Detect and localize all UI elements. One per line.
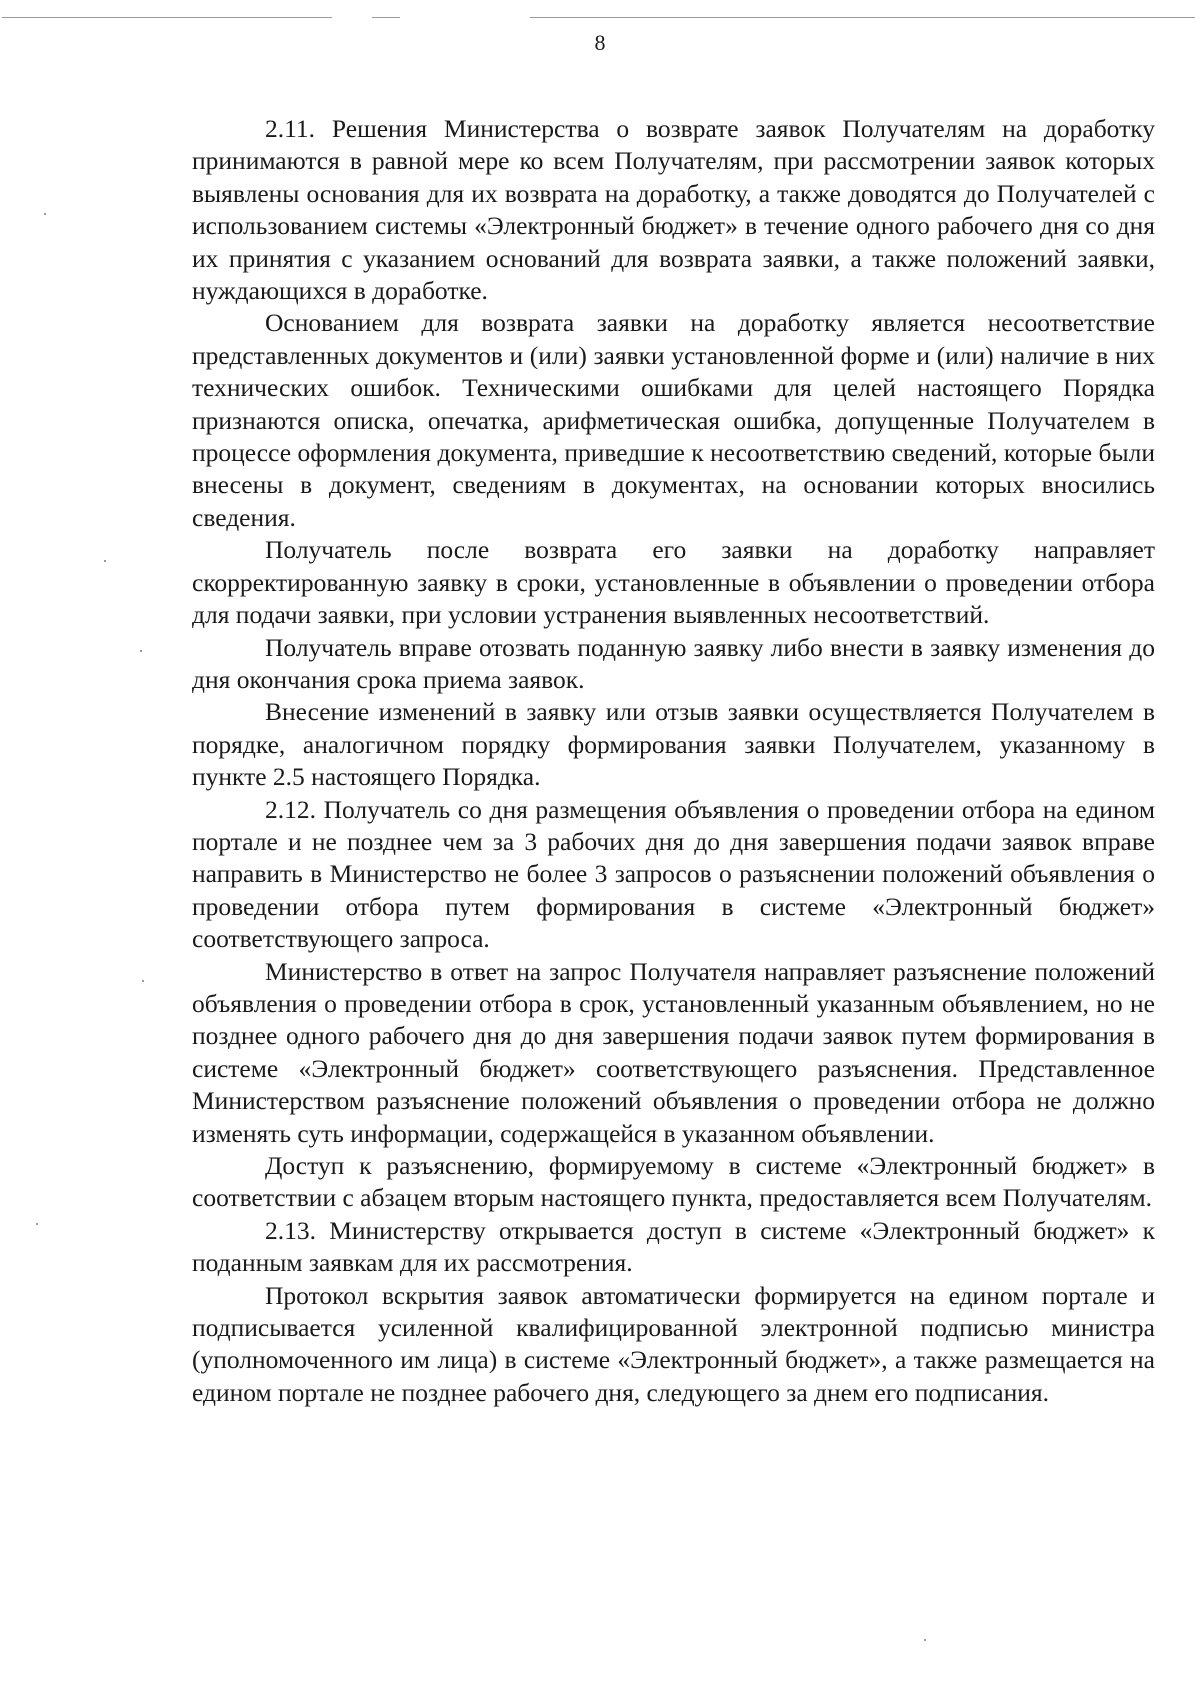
scan-speck bbox=[924, 1639, 926, 1641]
scan-speck bbox=[142, 980, 144, 982]
scan-speck bbox=[140, 650, 142, 652]
paragraph-clarification: Министерство в ответ на запрос Получателя направляет разъяснение положений объявления о проведении отбора в срок, установленный указанным объявлением, но не позднее одного рабочего дня до дня завершения подачи заявок путем формирования в системе «Электронный бюджет» соответствующего разъяснения. Представленное Министерством разъяснение положений объявления о проведении отбора не должно изменять суть информации, содержащейся в указанном объявлении. bbox=[192, 956, 1155, 1148]
paragraph-withdrawal: Получатель вправе отозвать поданную заявку либо внести в заявку изменения до дня окончания срока приема заявок. bbox=[192, 632, 1155, 694]
scan-edge-right bbox=[530, 17, 1195, 18]
paragraph-changes: Внесение изменений в заявку или отзыв заявки осуществляется Получателем в порядке, аналогичном порядку формирования заявки Получателем, указанному в пункте 2.5 настоящего Порядка. bbox=[192, 697, 1155, 792]
scan-edge-middle bbox=[372, 17, 400, 18]
scan-speck bbox=[36, 1223, 38, 1225]
paragraph-2-13: 2.13. Министерству открывается доступ в системе «Электронный бюджет» к поданным заявкам для их рассмотрения. bbox=[192, 1215, 1155, 1278]
body-text bbox=[192, 113, 1155, 1409]
scan-speck bbox=[104, 560, 106, 562]
paragraph-protocol: Протокол вскрытия заявок автоматически формируется на едином портале и подписывается усиленной квалифицированной электронной подписью министра (уполномоченного им лица) в системе «Электронный бюджет», а также размещается на едином портале не позднее рабочего дня, следующего за днем его подписания. bbox=[192, 1280, 1155, 1407]
paragraph-2-12: 2.12. Получатель со дня размещения объявления о проведении отбора на едином портале и не позднее чем за 3 рабочих дня до дня завершения подачи заявок вправе направить в Министерство не более 3 запросов о разъяснении положений объявления о проведении отбора путем формирования в системе «Электронный бюджет» соответствующего запроса. bbox=[192, 794, 1155, 954]
scan-edge-left bbox=[2, 17, 332, 18]
scan-speck bbox=[44, 213, 46, 215]
paragraph-resubmission: Получатель после возврата его заявки на доработку направляет скорректированную заявку в сроки, установленные в объявлении о проведении отбора для подачи заявки, при условии устранения выявленных несоответствий. bbox=[192, 535, 1155, 630]
paragraph-2-11: 2.11. Решения Министерства о возврате заявок Получателям на доработку принимаются в равной мере ко всем Получателям, при рассмотрении заявок которых выявлены основания для их возврата на доработку, а также доводятся до Получателей с использованием системы «Электронный бюджет» в течение одного рабочего дня со дня их принятия с указанием оснований для возврата заявки, а также положений заявки, нуждающихся в доработке. bbox=[192, 114, 1155, 306]
page-number: 8 bbox=[594, 30, 606, 55]
paragraph-access: Доступ к разъяснению, формируемому в системе «Электронный бюджет» в соответствии с абзацем вторым настоящего пункта, предоставляется всем Получателям. bbox=[192, 1151, 1155, 1213]
paragraph-return-grounds: Основанием для возврата заявки на доработку является несоответствие представленных документов и (или) заявки установленной форме и (или) наличие в них технических ошибок. Техническими ошибками для целей настоящего Порядка признаются описка, опечатка, арифметическая ошибка, допущенные Получателем в процессе оформления документа, приведшие к несоответствию сведений, которые были внесены в документ, сведениям в документах, на основании которых вносились сведения. bbox=[192, 308, 1155, 532]
